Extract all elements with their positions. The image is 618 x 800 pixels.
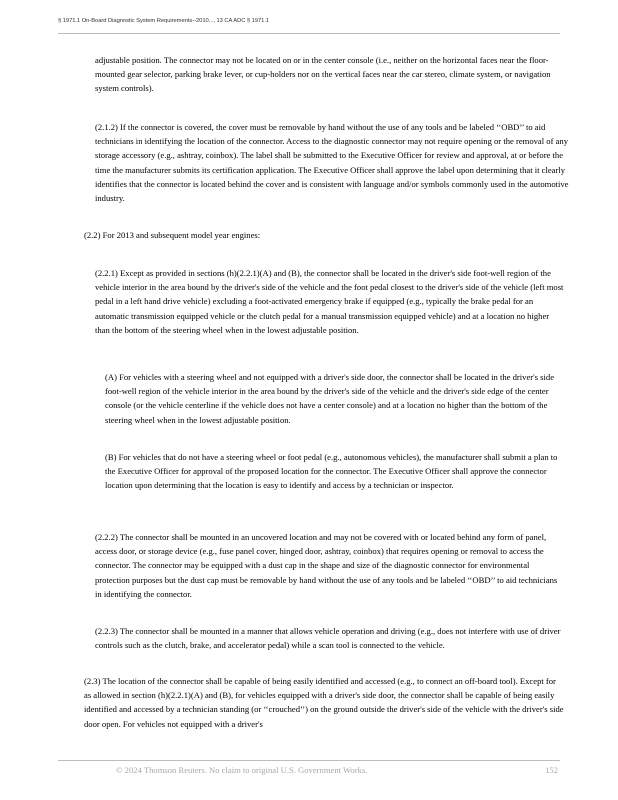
running-head: § 1971.1 On-Board Diagnostic System Requirements--2010..., 13 CA ADC § 1971.1 (58, 18, 270, 24)
paragraph-2-2-1-b: (B) For vehicles that do not have a steering wheel or foot pedal (e.g., autonomous vehicles), the manufacturer shall submit a plan to the Executive Officer for approval of the proposed location for the connector. The Executive Officer shall approve the connector location upon determining that the location is easy to identify and access by a technician or inspector. (105, 452, 558, 491)
paragraph-continuation: adjustable position. The connector may not be located on or in the center console (i.e., neither on the horizontal faces near the floor-mounted gear selector, parking brake lever, or cup-holders nor on the vertical faces near the car stereo, climate system, or navigation system controls). (95, 55, 551, 94)
paragraph-2-1-2: (2.1.2) If the connector is covered, the cover must be removable by hand without the use of any tools and be labeled ‘‘OBD’’ to aid technicians in identifying the location of the connector. Access to the diagnostic connector may not require opening or the removal of any storage accessory (e.g., ashtray, coinbox). The label shall be submitted to the Executive Officer for review and approval, at or before the time the manufacturer submits its certification application. The Executive Officer shall approve the label upon determining that it clearly identifies that the connector is located behind the cover and is consistent with language and/or symbols commonly used in the automotive industry. (95, 122, 569, 204)
paragraph-2-2-1: (2.2.1) Except as provided in sections (h)(2.2.1)(A) and (B), the connector shall be located in the driver's side foot-well region of the vehicle interior in the area bound by the driver's side of the vehicle and the foot pedal closest to the driver's side of the vehicle (left most pedal in a left hand drive vehicle) excluding a foot-activated emergency brake if equipped (e.g., typically the brake pedal for an automatic transmission equipped vehicle or the clutch pedal for a manual transmission equipped vehicle) and at a location no higher than the bottom of the steering wheel when in the lowest adjustable position. (95, 268, 564, 335)
copyright-notice: © 2024 Thomson Reuters. No claim to original U.S. Government Works. (116, 765, 368, 775)
paragraph-2-2-3: (2.2.3) The connector shall be mounted in a manner that allows vehicle operation and driving (e.g., does not interfere with use of driver controls such as the clutch, brake, and accelerator pedal) while a scan tool is connected to the vehicle. (95, 626, 561, 651)
footer-rule (58, 760, 560, 761)
paragraph-2-2: (2.2) For 2013 and subsequent model year engines: (84, 230, 261, 240)
paragraph-2-2-1-a: (A) For vehicles with a steering wheel and not equipped with a driver's side door, the connector shall be located in the driver's side foot-well region of the vehicle interior in the area bound by the driver's side of the vehicle and the driver's side edge of the center console (or the vehicle centerline if the vehicle does not have a center console) and at a location no higher than the bottom of the steering wheel when in the lowest adjustable position. (105, 372, 555, 425)
header-rule (58, 33, 560, 34)
paragraph-2-3: (2.3) The location of the connector shall be capable of being easily identified and accessed (e.g., to connect an off-board tool). Except for as allowed in section (h)(2.2.1)(A) and (B), for vehicles equipped with a driver's side door, the connector shall be capable of being easily identified and accessed by a technician standing (or ‘‘crouched’’) on the ground outside the driver's side of the vehicle with the driver's side door open. For vehicles not equipped with a driver's (84, 676, 564, 729)
paragraph-2-2-2: (2.2.2) The connector shall be mounted in an uncovered location and may not be covered with or located behind any form of panel, access door, or storage device (e.g., fuse panel cover, hinged door, ashtray, coinbox) that requires opening or removal to access the connector. The connector may be equipped with a dust cap in the shape and size of the diagnostic connector for environmental protection purposes but the dust cap must be removable by hand without the use of any tools and be labeled ‘‘OBD’’ to aid technicians in identifying the connector. (95, 532, 558, 599)
page-number: 152 (545, 765, 558, 775)
